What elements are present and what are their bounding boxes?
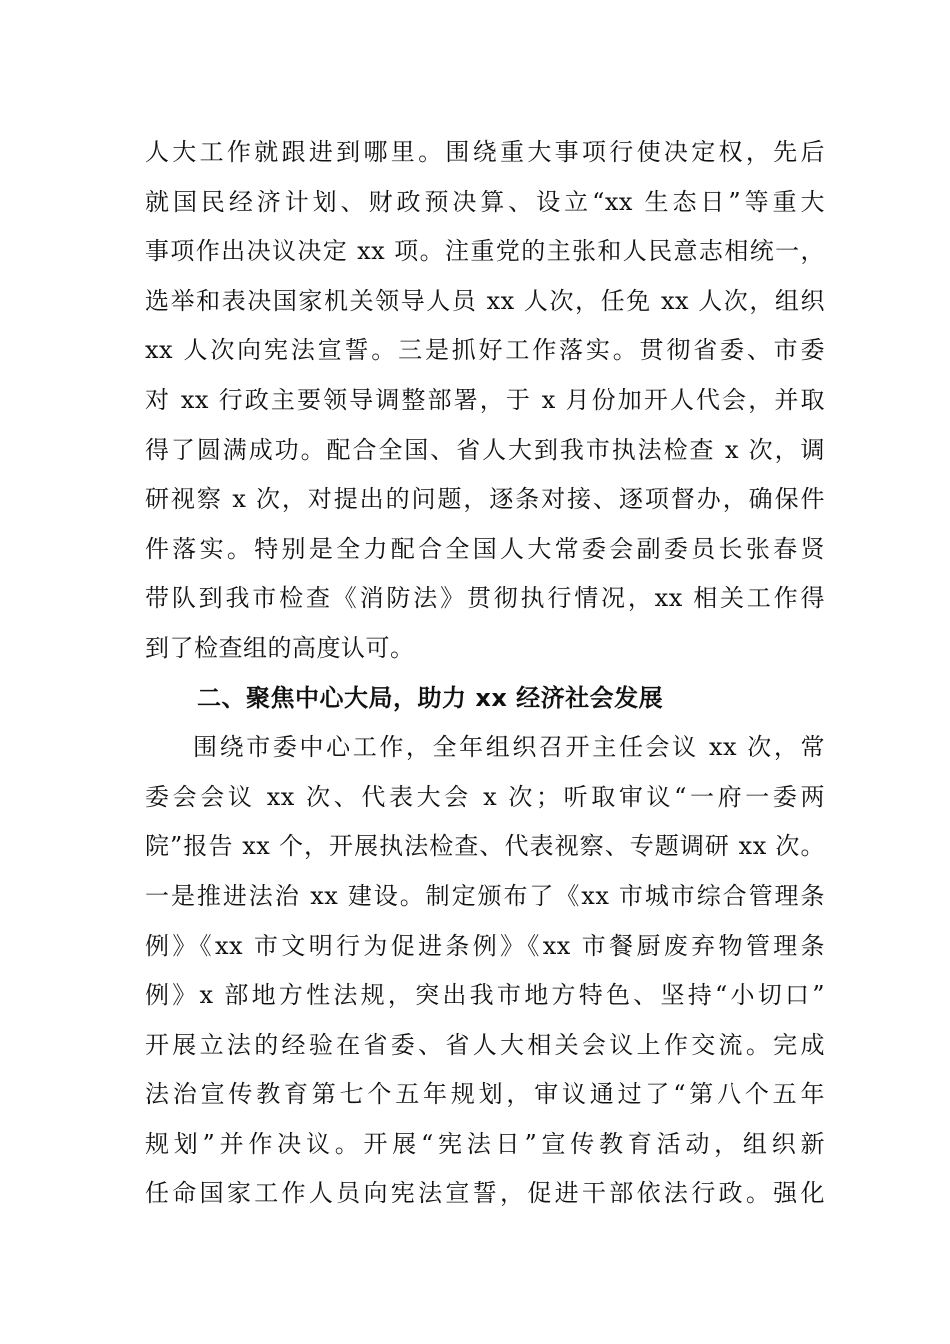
text-line: 得了圆满成功。配合全国、省人大到我市执法检查 x 次，调 [145,435,825,464]
text-line: 例》《xx 市文明行为促进条例》《xx 市餐厨废弃物管理条 [145,931,825,960]
text-line: 带队到我市检查《消防法》贯彻执行情况，xx 相关工作得 [145,584,825,613]
text-line: 事项作出决议决定 xx 项。注重党的主张和人民意志相统一， [145,237,825,266]
text-line: 法治宣传教育第七个五年规划，审议通过了“第八个五年 [145,1080,825,1109]
text-line: 例》x 部地方性法规，突出我市地方特色、坚持“小切口” [145,981,825,1010]
text-line: 任命国家工作人员向宪法宣誓，促进干部依法行政。强化 [145,1179,825,1208]
text-line: 开展立法的经验在省委、省人大相关会议上作交流。完成 [145,1030,825,1059]
text-line: xx 人次向宪法宣誓。三是抓好工作落实。贯彻省委、市委 [145,336,825,365]
paragraph-first-line: 围绕市委中心工作，全年组织召开主任会议 xx 次，常 [193,733,825,762]
text-line: 选举和表决国家机关领导人员 xx 人次，任免 xx 人次，组织 [145,286,825,315]
text-line: 件落实。特别是全力配合全国人大常委会副委员长张春贤 [145,534,825,563]
text-line: 人大工作就跟进到哪里。围绕重大事项行使决定权，先后 [145,138,825,166]
body-text [145,128,825,1219]
text-line: 一是推进法治 xx 建设。制定颁布了《xx 市城市综合管理条 [145,881,825,910]
section-heading: 二、聚焦中心大局，助力 xx 经济社会发展 [197,683,664,712]
text-line: 委会会议 xx 次、代表大会 x 次；听取审议“一府一委两 [145,782,825,811]
text-line: 规划”并作决议。开展“宪法日”宣传教育活动，组织新 [145,1129,825,1158]
text-line: 对 xx 行政主要领导调整部署，于 x 月份加开人代会，并取 [145,385,825,414]
text-line: 就国民经济计划、财政预决算、设立“xx 生态日”等重大 [145,187,825,216]
text-line: 到了检查组的高度认可。 [145,633,415,662]
text-line: 院”报告 xx 个，开展执法检查、代表视察、专题调研 xx 次。 [145,832,825,861]
text-line: 研视察 x 次，对提出的问题，逐条对接、逐项督办，确保件 [145,485,825,514]
